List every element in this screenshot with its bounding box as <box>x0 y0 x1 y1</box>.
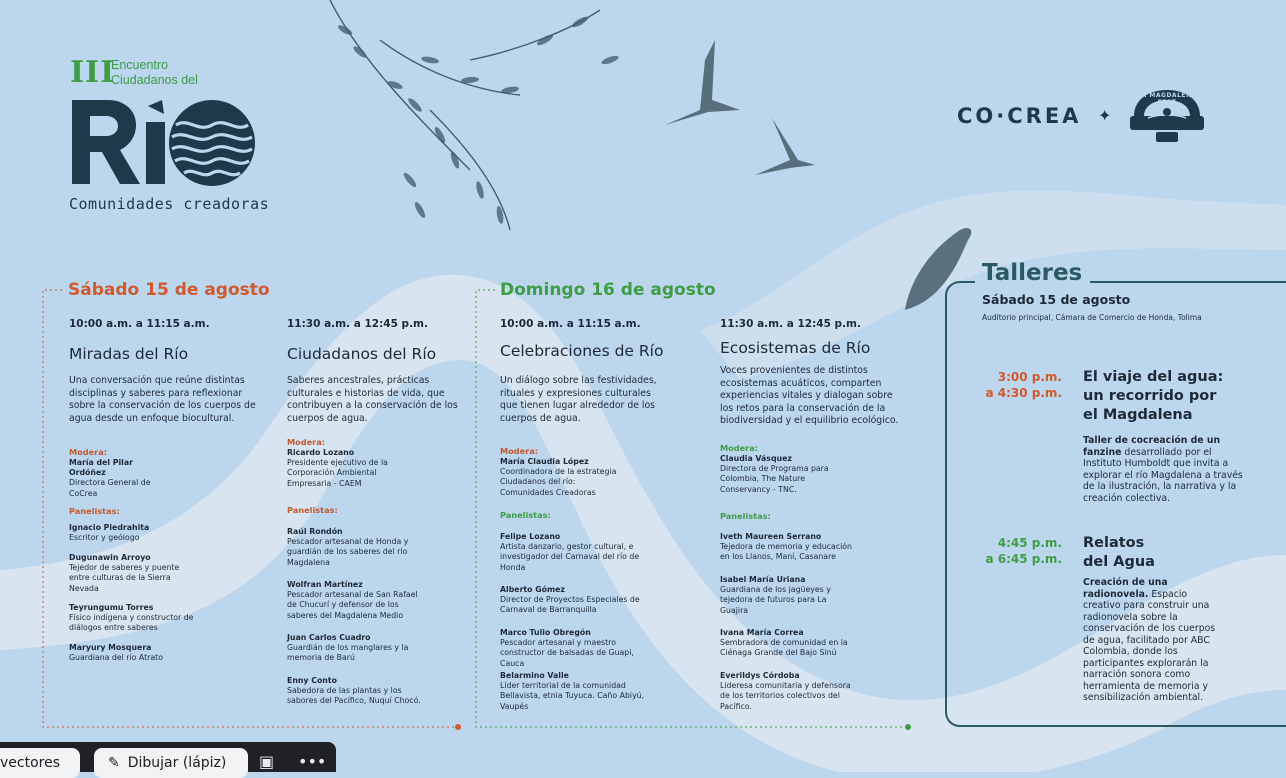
panelist <box>500 585 645 616</box>
person-name: Marco Tulio Obregón <box>500 628 591 637</box>
workshop-title-line: del Agua <box>1083 554 1155 570</box>
panelists-label: Panelistas: <box>69 506 120 516</box>
person-role: Pescador artesanal y maestro constructor de balsadas de Guapi, Cauca <box>500 638 634 668</box>
session-time: 11:30 a.m. a 12:45 p.m. <box>720 318 861 330</box>
workshop-time <box>972 535 1062 567</box>
vectors-button-label: vectores <box>0 755 61 771</box>
moderator <box>500 457 625 498</box>
logo-ri-letters <box>68 98 178 188</box>
session-description: Saberes ancestrales, prácticas culturales e historias de vida, que contribuyen a la conservación de los cuerpos de agua. <box>287 375 458 424</box>
pencil-icon: ✎ <box>108 755 120 771</box>
moderator <box>287 448 397 489</box>
panelist <box>720 532 860 563</box>
person-role: Coordinadora de la estrategia Ciudadanos del río: Comunidades Creadoras <box>500 467 617 497</box>
person-role: Directora General de CoCrea <box>69 478 151 498</box>
panelist <box>287 676 427 707</box>
workshop-description-lead: Creación de una radionovela. <box>1083 577 1168 600</box>
panelist <box>500 628 660 669</box>
person-role: Director de Proyectos Especiales de Carnaval de Barranquilla <box>500 595 640 615</box>
logo-wave-circle-icon <box>168 99 256 187</box>
talleres-date: Sábado 15 de agosto <box>982 292 1131 307</box>
panelists-label: Panelistas: <box>500 510 551 520</box>
panelist <box>720 628 855 659</box>
panelist <box>500 671 650 712</box>
person-role: Lideresa comunitaria y defensora de los territorios colectivos del Pacífico. <box>720 681 851 711</box>
image-icon[interactable]: ▣ <box>259 752 275 771</box>
person-role: Pescador artesanal de San Rafael de Chucurí y defensor de los saberes del Magdalena Medio <box>287 590 418 620</box>
workshop-time-end: a 6:45 p.m. <box>985 552 1062 566</box>
workshop-time-end: a 4:30 p.m. <box>985 386 1062 400</box>
workshop-title-line: El viaje del agua: <box>1083 369 1224 385</box>
panelist <box>720 671 860 712</box>
workshop-description-body: Espacio creativo para construir una radionovela sobre la conservación de los cuerpos de agua, facilitado por ABC Colombia, donde los participantes explorarán la narración sonora como herramienta de memoria y sensibilización ambiental. <box>1083 588 1216 703</box>
session-time: 10:00 a.m. a 11:15 a.m. <box>500 318 641 330</box>
person-name: Enny Conto <box>287 676 337 685</box>
session-time: 10:00 a.m. a 11:15 a.m. <box>69 318 210 330</box>
person-name: Dugunawin Arroyo <box>69 553 151 562</box>
person-role: Pescador artesanal de Honda y guardián de los saberes del río Magdalena <box>287 537 409 567</box>
logo-numeral: III <box>70 55 116 90</box>
talleres-place: Auditorio principal, Cámara de Comercio de Honda, Tolima <box>982 313 1202 322</box>
session-title: Miradas del Río <box>69 345 189 363</box>
person-role: Sembradora de comunidad en la Ciénaga Grande del Bajo Sinú <box>720 638 848 658</box>
person-name: Ricardo Lozano <box>287 448 355 457</box>
logo-subtitle-line-1: Encuentro <box>111 58 168 72</box>
person-role: Guardiana del río Atrato <box>69 653 163 663</box>
person-name: Teyrungumu Torres <box>69 603 154 612</box>
person-role: Sabedora de las plantas y los sabores del Pacífico, Nuquí Chocó. <box>287 686 421 706</box>
workshop-title-line: un recorrido por <box>1083 388 1217 404</box>
branch-illustration <box>330 0 600 230</box>
sparkle-icon: ✦ <box>1098 106 1112 125</box>
magdalena-fest-label: LA MAGDALENA FEST <box>1137 92 1197 106</box>
person-name: Maryury Mosquera <box>69 643 152 652</box>
person-name: Juan Carlos Cuadro <box>287 633 371 642</box>
person-name: Belarmino Valle <box>500 671 569 680</box>
person-role: Escritor y geólogo <box>69 533 140 543</box>
person-name: Everildys Córdoba <box>720 671 800 680</box>
draw-pencil-label: Dibujar (lápiz) <box>127 755 227 771</box>
session-title: Ciudadanos del Río <box>287 345 437 363</box>
workshop-time <box>972 369 1062 401</box>
person-name: Ignacio Piedrahita <box>69 523 150 532</box>
moderator-label: Modera: <box>720 443 759 453</box>
person-role: Guardiana de los jagüeyes y tejedora de futuros para La Guajira <box>720 585 831 615</box>
person-name: María del Pilar Ordóñez <box>69 458 133 478</box>
moderator <box>720 454 835 495</box>
panelist <box>287 633 412 664</box>
workshop-time-start: 3:00 p.m. <box>997 370 1062 384</box>
session-title: Ecosistemas de Río <box>720 339 871 357</box>
panelist <box>287 527 417 568</box>
session-title: Celebraciones de Río <box>500 342 664 360</box>
session-description: Un diálogo sobre las festividades, rituales y expresiones culturales que tienen lugar alrededor de los cuerpos de agua. <box>500 375 657 424</box>
logo-subtitle-line-2: Ciudadanos del <box>111 73 198 87</box>
moderator-label: Modera: <box>500 446 539 456</box>
moderator <box>69 458 169 499</box>
cocrea-logo: CO·CREA <box>957 104 1082 128</box>
workshop-description-lead: Taller de cocreación de un fanzine <box>1083 435 1221 458</box>
panelists-label: Panelistas: <box>720 511 771 521</box>
panelist <box>720 575 840 616</box>
session-time: 11:30 a.m. a 12:45 p.m. <box>287 318 428 330</box>
panelist <box>69 643 194 663</box>
workshop-title-line: el Magdalena <box>1083 407 1193 423</box>
panelist <box>500 532 640 573</box>
workshop-title <box>1083 368 1223 425</box>
workshop-description-body: desarrollado por el Instituto Humboldt que invita a explorar el río Magdalena a través de la ilustración, la narrativa y la creación colectiva. <box>1083 446 1243 504</box>
person-role: Guardián de los manglares y la memoria de Barú <box>287 643 409 663</box>
panelist <box>287 580 422 621</box>
panelists-label: Panelistas: <box>287 505 338 515</box>
talleres-title: Talleres <box>982 260 1083 286</box>
sunday-title: Domingo 16 de agosto <box>500 280 716 300</box>
person-role: Presidente ejecutivo de la Corporación Ambiental Empresaria - CAEM <box>287 458 388 488</box>
session-description: Una conversación que reúne distintas disciplinas y saberes para reflexionar sobre la conservación de los cuerpos de agua desde un enfoque biocultural. <box>69 375 256 424</box>
panelist <box>69 553 194 594</box>
person-role: Físico indígena y constructor de diálogos entre saberes <box>69 613 194 633</box>
moderator-label: Modera: <box>69 447 108 457</box>
saturday-title: Sábado 15 de agosto <box>68 280 270 300</box>
person-role: Tejedora de memoria y educación en los Llanos, Maní, Casanare <box>720 542 852 562</box>
draw-pencil-button[interactable] <box>94 748 248 778</box>
logo-tagline: Comunidades creadoras <box>69 195 270 213</box>
session-description: Voces provenientes de distintos ecosistemas acuáticos, comparten experiencias vitales y dialogan sobre los retos para la conservación de la biodiversidad y el equilibrio ecológico. <box>720 365 899 427</box>
person-name: Felipe Lozano <box>500 532 561 541</box>
person-role: Líder territorial de la comunidad Bellavista, etnia Tuyuca. Caño Abiyú, Vaupés <box>500 681 645 711</box>
person-name: Iveth Maureen Serrano <box>720 532 822 541</box>
workshop-description <box>1083 577 1218 704</box>
panelist <box>69 523 194 543</box>
person-name: Alberto Gómez <box>500 585 565 594</box>
vectors-button[interactable] <box>0 748 80 778</box>
more-options-icon[interactable]: ••• <box>298 752 327 771</box>
workshop-time-start: 4:45 p.m. <box>997 536 1062 550</box>
workshop-description <box>1083 435 1243 504</box>
person-name: Isabel María Uriana <box>720 575 806 584</box>
person-name: Raúl Rondón <box>287 527 343 536</box>
person-name: María Claudia López <box>500 457 589 466</box>
person-role: Tejedor de saberes y puente entre culturas de la Sierra Nevada <box>69 563 180 593</box>
person-role: Directora de Programa para Colombia, The Nature Conservancy - TNC. <box>720 464 829 494</box>
panelist <box>69 603 194 634</box>
person-role: Artista danzario, gestor cultural, e investigador del Carnaval del río de Honda <box>500 542 640 572</box>
moderator-label: Modera: <box>287 437 326 447</box>
workshop-title <box>1083 534 1155 572</box>
person-name: Wolfran Martínez <box>287 580 363 589</box>
person-name: Claudia Vásquez <box>720 454 792 463</box>
person-name: Ivana María Correa <box>720 628 804 637</box>
workshop-title-line: Relatos <box>1083 535 1145 551</box>
